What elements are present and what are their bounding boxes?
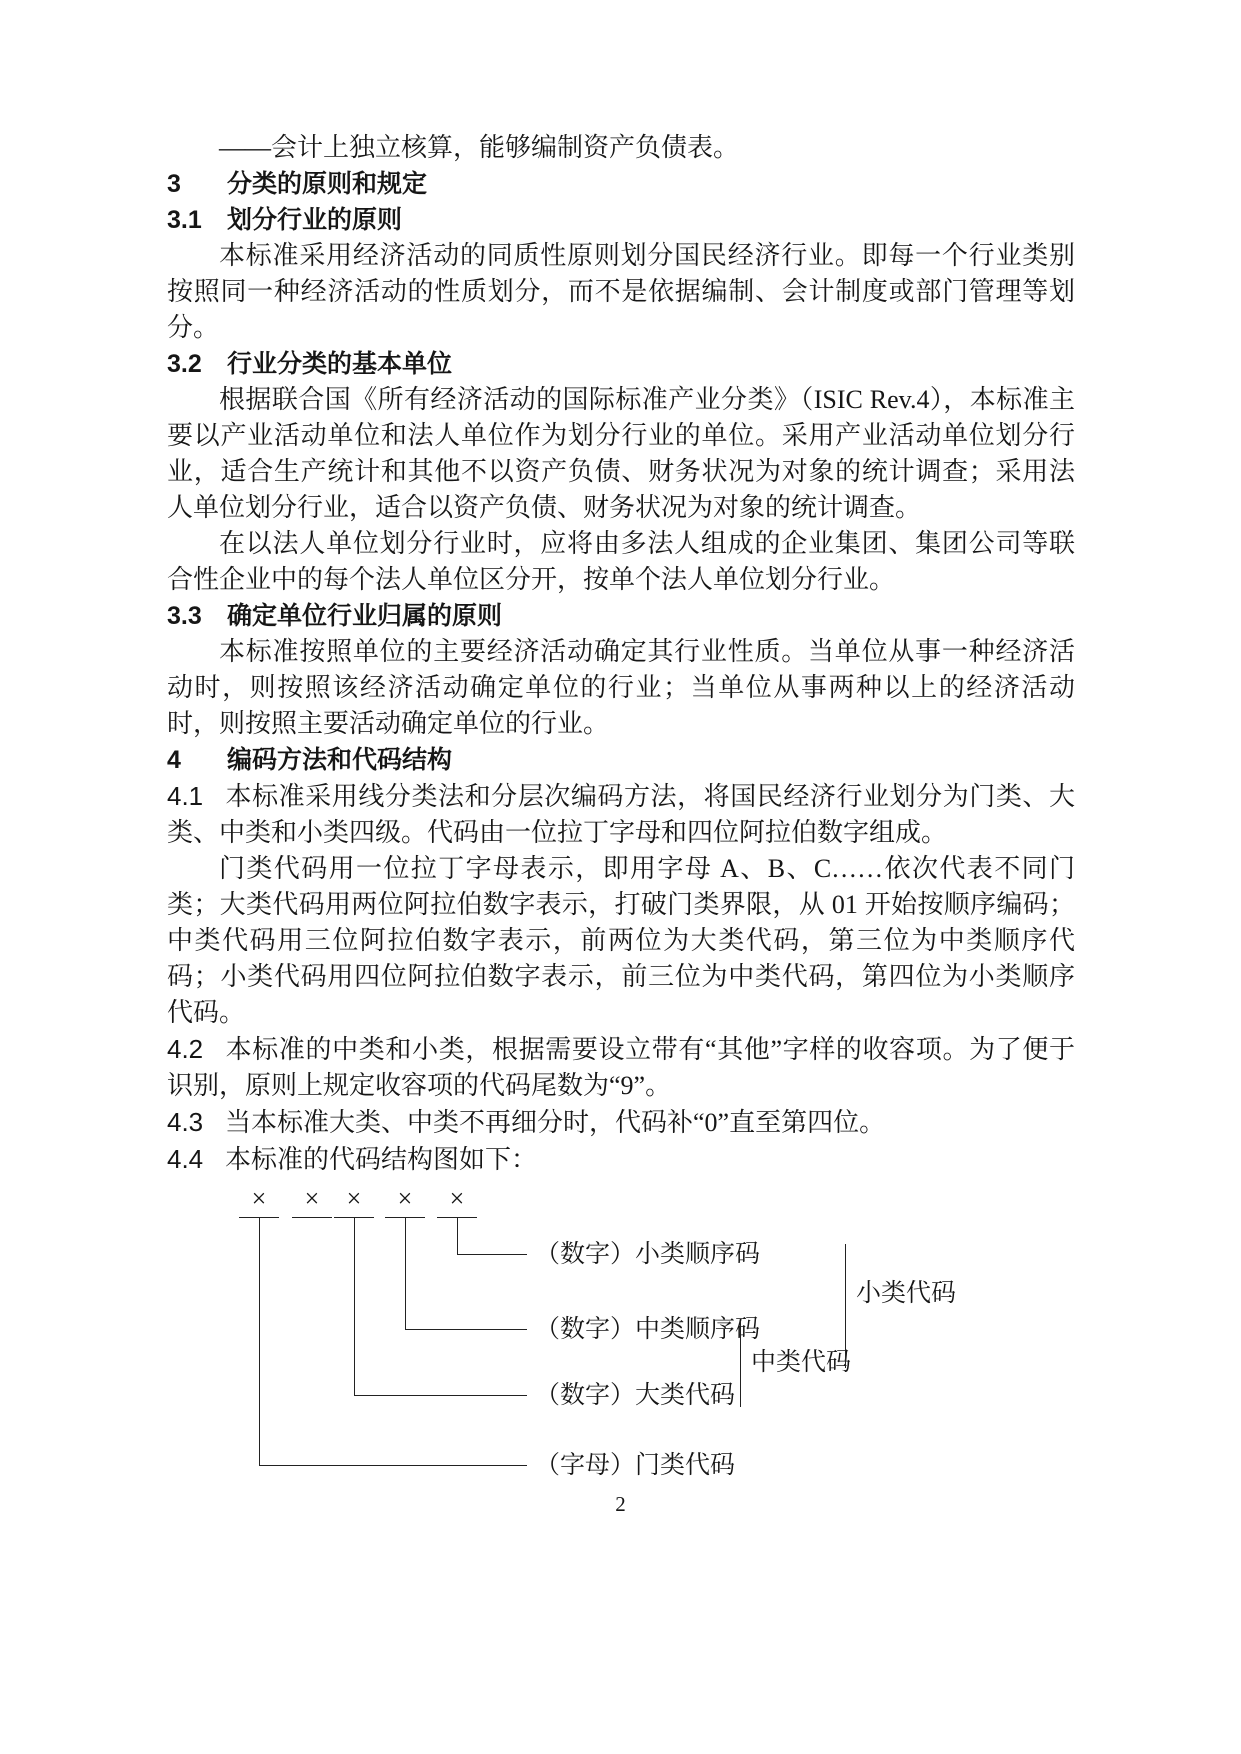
heading-3 xyxy=(167,166,1075,202)
paragraph-4-1-number: 4.1 xyxy=(167,781,204,811)
bracket-xiaolei-line xyxy=(845,1244,846,1368)
heading-3-3 xyxy=(167,598,1075,634)
paragraph-4-3 xyxy=(167,1104,1075,1141)
paragraph-3-1: 本标准采用经济活动的同质性原则划分国民经济行业。即每一个行业类别按照同一种经济活动的性质划分，而不是依据编制、会计制度或部门管理等划分。 xyxy=(167,241,1075,342)
bracket-zhonglei-line xyxy=(740,1321,741,1407)
paragraph-4-1 xyxy=(167,778,1075,851)
heading-4 xyxy=(167,742,1075,778)
label-zhonglei-seq: （数字）中类顺序码 xyxy=(535,1316,761,1343)
label-menlei: （字母）门类代码 xyxy=(535,1452,736,1479)
paragraph-3-2-a: 根据联合国《所有经济活动的国际标准产业分类》（ISIC Rev.4），本标准主要以产业活动单位和法人单位作为划分行业的单位。采用产业活动单位划分行业，适合生产统计和其他不以资产负债、财务状况为对象的统计调查；采用法人单位划分行业，适合以资产负债、财务状况为对象的统计调查。 xyxy=(167,385,1075,522)
paragraph-3-3: 本标准按照单位的主要经济活动确定其行业性质。当单位从事一种经济活动时，则按照该经济活动确定单位的行业；当单位从事两种以上的经济活动时，则按照主要活动确定单位的行业。 xyxy=(167,637,1075,738)
code-position-5-digit: × xyxy=(437,1182,477,1218)
heading-3-1-title: 划分行业的原则 xyxy=(227,206,403,234)
code-position-1-letter: × xyxy=(239,1182,279,1218)
heading-3-2-title: 行业分类的基本单位 xyxy=(227,350,453,378)
bracket-xiaolei-label: 小类代码 xyxy=(856,1280,957,1307)
document-content xyxy=(167,130,1075,1562)
paragraph-4-3-number: 4.3 xyxy=(167,1107,204,1137)
page-number: 2 xyxy=(615,1492,626,1516)
heading-3-2-number: 3.2 xyxy=(167,350,202,378)
heading-3-1-number: 3.1 xyxy=(167,206,202,234)
paragraph-lead: ——会计上独立核算，能够编制资产负债表。 xyxy=(219,133,740,162)
paragraph-4-2 xyxy=(167,1031,1075,1104)
paragraph-4-1-text: 本标准采用线分类法和分层次编码方法，将国民经济行业划分为门类、大类、中类和小类四级。代码由一位拉丁字母和四位阿拉伯数字组成。 xyxy=(167,782,1075,847)
label-dalei: （数字）大类代码 xyxy=(535,1382,736,1409)
paragraph-4-3-text: 当本标准大类、中类不再细分时，代码补“0”直至第四位。 xyxy=(225,1108,886,1137)
paragraph-4-4-text: 本标准的代码结构图如下： xyxy=(225,1145,538,1174)
connector-menlei xyxy=(259,1218,527,1466)
paragraph-4-2-number: 4.2 xyxy=(167,1034,204,1064)
paragraph-4-codes: 门类代码用一位拉丁字母表示，即用字母 A、B、C……依次代表不同门类；大类代码用两位阿拉伯数字表示，打破门类界限，从 01 开始按顺序编码；中类代码用三位阿拉伯数字表示，前两位为大类代码，第三位为中类顺序代码；小类代码用四位阿拉伯数字表示，前三位为中类代码，第四位为小类顺序代码。 xyxy=(167,854,1075,1027)
heading-4-title: 编码方法和代码结构 xyxy=(227,746,453,774)
code-position-4-digit: × xyxy=(385,1182,425,1218)
paragraph-3-2-b: 在以法人单位划分行业时，应将由多法人组成的企业集团、集团公司等联合性企业中的每个法人单位区分开，按单个法人单位划分行业。 xyxy=(167,529,1075,594)
heading-3-2 xyxy=(167,346,1075,382)
code-position-2-digit: × xyxy=(292,1182,332,1218)
heading-3-1 xyxy=(167,202,1075,238)
code-position-3-digit: × xyxy=(334,1182,374,1218)
heading-3-number: 3 xyxy=(167,170,181,198)
paragraph-4-4 xyxy=(167,1141,1075,1178)
paragraph-4-4-number: 4.4 xyxy=(167,1144,204,1174)
bracket-zhonglei-label: 中类代码 xyxy=(751,1349,852,1376)
label-xiaolei-seq: （数字）小类顺序码 xyxy=(535,1241,761,1268)
heading-3-3-number: 3.3 xyxy=(167,602,202,630)
paragraph-4-2-text: 本标准的中类和小类，根据需要设立带有“其他”字样的收容项。为了便于识别，原则上规定收容项的代码尾数为“9”。 xyxy=(167,1035,1075,1100)
heading-3-title: 分类的原则和规定 xyxy=(227,170,428,198)
heading-3-3-title: 确定单位行业归属的原则 xyxy=(227,602,503,630)
heading-4-number: 4 xyxy=(167,746,181,774)
